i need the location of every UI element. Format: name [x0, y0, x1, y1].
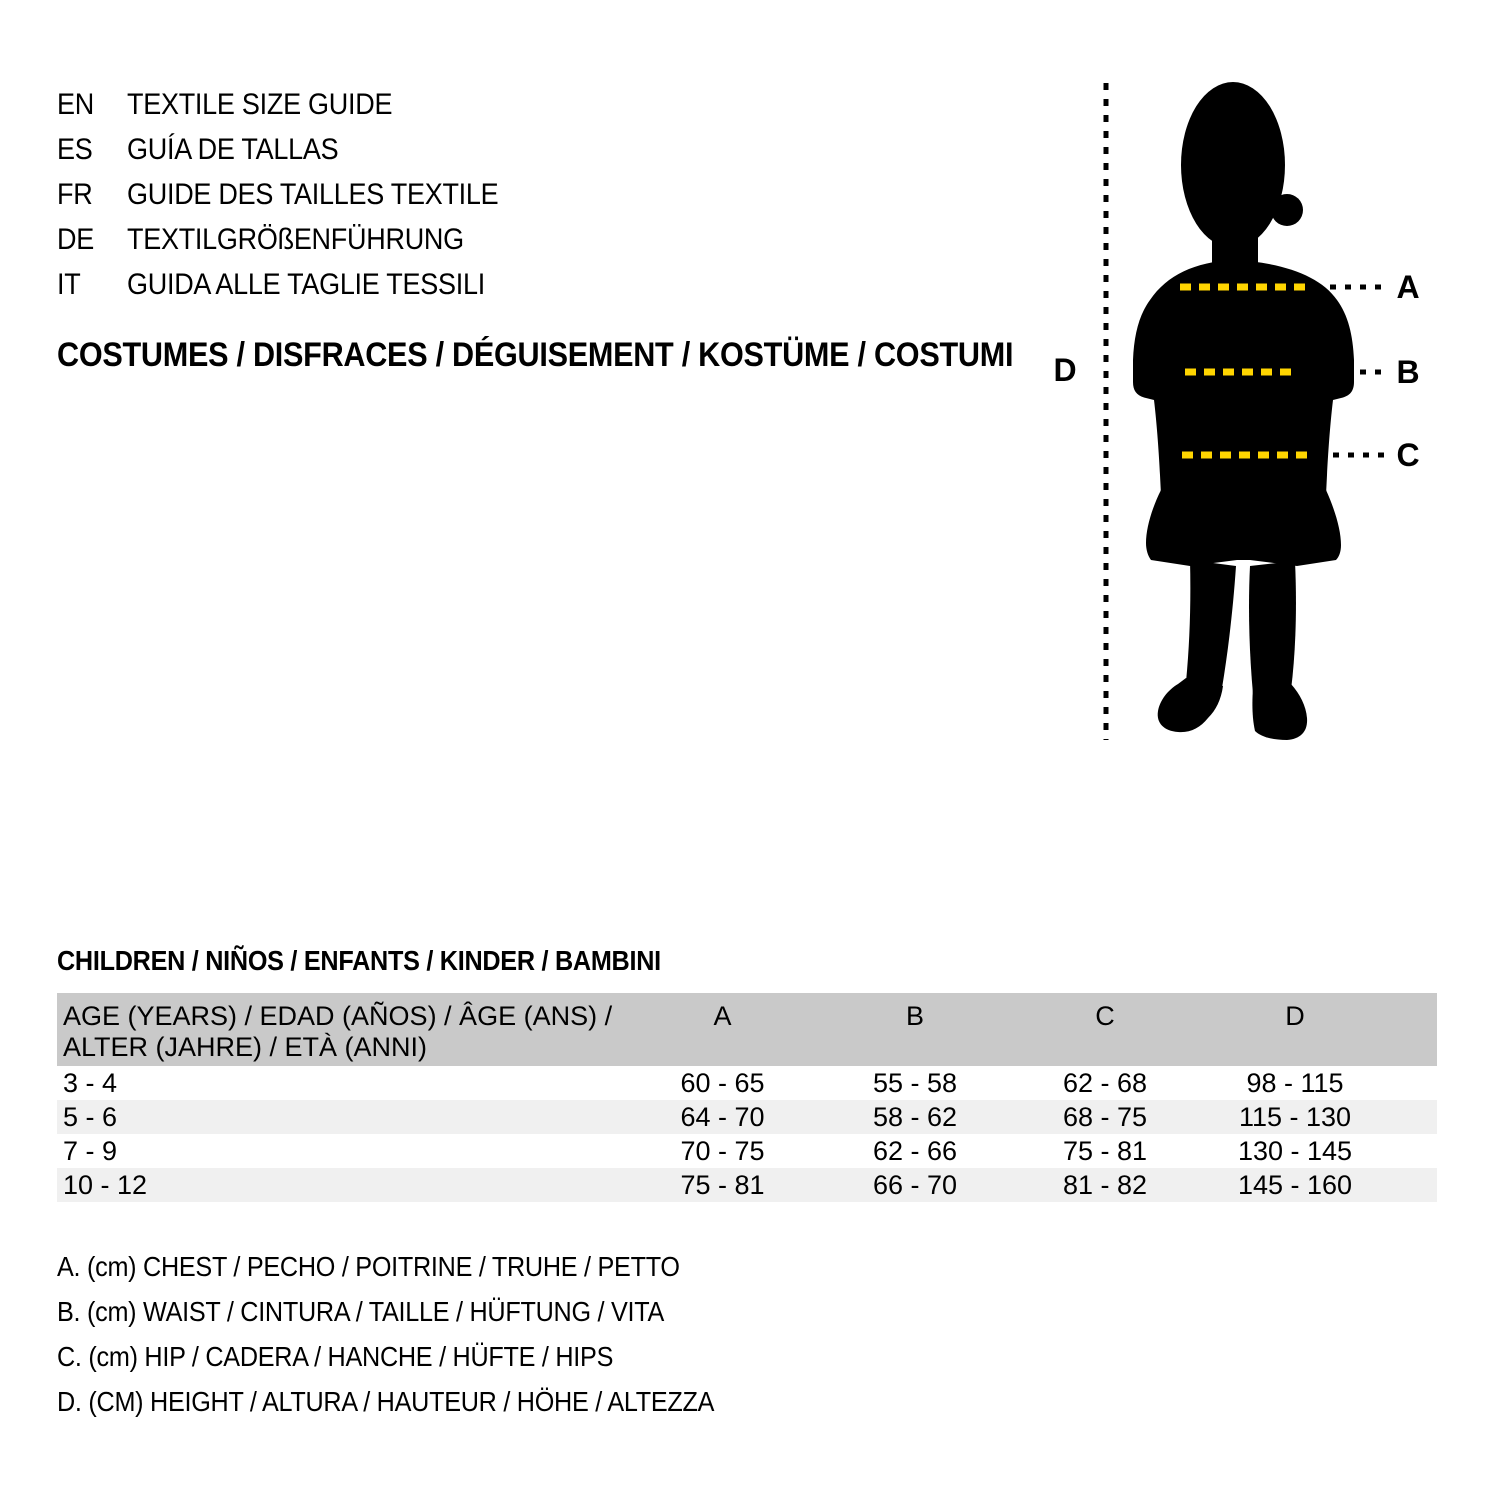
measurement-legend: [57, 1244, 787, 1424]
age-cell: 10 - 12: [63, 1169, 148, 1200]
size-row-7-9: [57, 1134, 1437, 1168]
height-cell: 145 - 160: [1237, 1169, 1353, 1200]
language-row-en: [57, 82, 540, 127]
chest-cell: 75 - 81: [680, 1169, 765, 1200]
silhouette-hair-flip: [1271, 194, 1303, 226]
age-cell: 7 - 9: [63, 1135, 118, 1166]
language-row-it: [57, 262, 540, 307]
waist-cell: 58 - 62: [872, 1101, 958, 1132]
legend-item-waist-text: B. (cm) WAIST / CINTURA / TAILLE / HÜFTUNG / VITA: [57, 1295, 665, 1327]
language-code: FR: [57, 177, 93, 211]
children-size-table: [57, 993, 1437, 1202]
filler-cell: [1390, 1168, 1437, 1202]
silhouette-left-leg: [1186, 560, 1236, 688]
height-cell: 130 - 145: [1237, 1135, 1353, 1166]
waist-cell: 55 - 58: [872, 1067, 958, 1098]
language-code: ES: [57, 132, 93, 166]
column-header-filler: [1390, 993, 1437, 1066]
legend-item-height: [57, 1379, 787, 1424]
language-row-de: [57, 217, 540, 262]
legend-item-waist: [57, 1289, 787, 1334]
age-column-header: [57, 993, 625, 1066]
waist-cell: 62 - 66: [872, 1135, 958, 1166]
category-title: [57, 335, 1119, 375]
chest-cell: 60 - 65: [680, 1067, 765, 1098]
language-code: DE: [57, 222, 94, 256]
hip-cell: 75 - 81: [1062, 1135, 1148, 1166]
height-cell: 115 - 130: [1238, 1101, 1352, 1132]
waist-cell: 66 - 70: [872, 1169, 958, 1200]
category-title-text: COSTUMES / DISFRACES / DÉGUISEMENT / KOSTÜME / COSTUMI: [57, 336, 1014, 374]
language-code: EN: [57, 87, 94, 121]
language-row-es: [57, 127, 540, 172]
chest-label-a: A: [1396, 269, 1420, 305]
age-column-header-line2: ALTER (JAHRE) / ETÀ (ANNI): [63, 1032, 428, 1062]
column-header-d: D: [1285, 1001, 1305, 1031]
silhouette-torso: [1133, 260, 1354, 495]
guide-title-de: TEXTILGRÖßENFÜHRUNG: [127, 222, 464, 256]
height-cell: 98 - 115: [1246, 1067, 1344, 1098]
language-title-list: [57, 82, 540, 307]
table-header-row: [57, 993, 1437, 1066]
column-header-c: C: [1095, 1001, 1115, 1031]
filler-cell: [1390, 1134, 1437, 1168]
legend-item-hip-text: C. (cm) HIP / CADERA / HANCHE / HÜFTE / HIPS: [57, 1340, 614, 1372]
age-cell: 5 - 6: [63, 1101, 118, 1132]
filler-cell: [1390, 1066, 1437, 1100]
child-silhouette: [1133, 82, 1354, 740]
waist-label-b: B: [1396, 354, 1420, 390]
hip-cell: 62 - 68: [1062, 1067, 1148, 1098]
children-section-title-text: CHILDREN / NIÑOS / ENFANTS / KINDER / BAMBINI: [57, 945, 661, 976]
guide-title-it: GUIDA ALLE TAGLIE TESSILI: [127, 267, 485, 301]
language-row-fr: [57, 172, 540, 217]
legend-item-chest-text: A. (cm) CHEST / PECHO / POITRINE / TRUHE / PETTO: [57, 1250, 680, 1282]
guide-title-es: GUÍA DE TALLAS: [127, 132, 339, 166]
measurement-diagram: [1040, 60, 1460, 760]
column-header-a: A: [713, 1001, 732, 1031]
size-row-5-6: [57, 1100, 1437, 1134]
age-column-header-line1: AGE (YEARS) / EDAD (AÑOS) / ÂGE (ANS) /: [63, 1001, 613, 1031]
silhouette-right-leg: [1249, 561, 1296, 694]
hip-label-c: C: [1396, 437, 1420, 473]
chest-cell: 70 - 75: [680, 1135, 765, 1166]
chest-cell: 64 - 70: [680, 1101, 765, 1132]
size-row-3-4: [57, 1066, 1437, 1100]
column-header-b: B: [905, 1001, 924, 1031]
hip-cell: 81 - 82: [1062, 1169, 1148, 1200]
legend-item-height-text: D. (CM) HEIGHT / ALTURA / HAUTEUR / HÖHE / ALTEZZA: [57, 1385, 715, 1417]
age-cell: 3 - 4: [63, 1067, 118, 1098]
children-section-title: [57, 944, 728, 978]
height-label-d: D: [1053, 352, 1077, 388]
guide-title-fr: GUIDE DES TAILLES TEXTILE: [127, 177, 499, 211]
legend-item-chest: [57, 1244, 787, 1289]
silhouette-left-shoe: [1158, 678, 1223, 732]
guide-title-en: TEXTILE SIZE GUIDE: [127, 87, 393, 121]
hip-cell: 68 - 75: [1062, 1101, 1148, 1132]
silhouette-shorts: [1146, 490, 1341, 566]
filler-cell: [1390, 1100, 1437, 1134]
silhouette-right-shoe: [1252, 684, 1307, 740]
legend-item-hip: [57, 1334, 787, 1379]
language-code: IT: [57, 267, 81, 301]
measurement-figure-svg: [1040, 60, 1460, 760]
size-row-10-12: [57, 1168, 1437, 1202]
